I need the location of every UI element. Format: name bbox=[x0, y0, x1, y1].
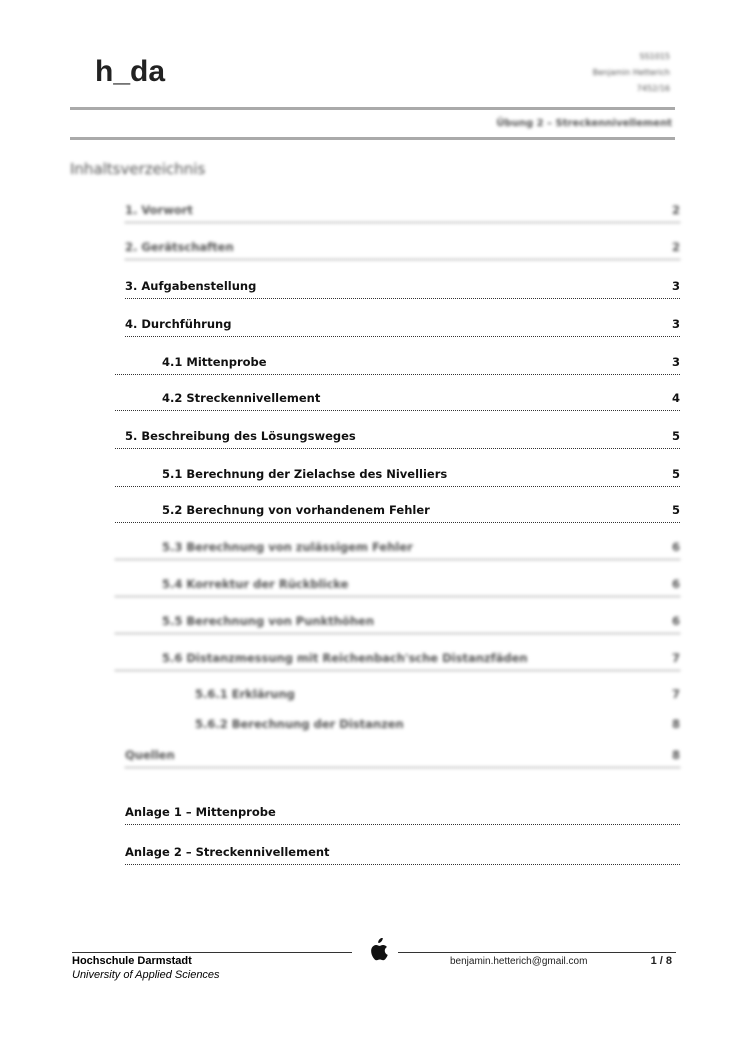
toc-entry-page: 5 bbox=[671, 429, 680, 443]
toc-entry-label: 5.4 Korrektur der Rückblicke bbox=[162, 577, 349, 591]
toc-entry-label: 4. Durchführung bbox=[125, 317, 232, 331]
toc-entry-label: 3. Aufgabenstellung bbox=[125, 279, 257, 293]
toc-entry[interactable] bbox=[115, 426, 680, 449]
appendix-entry[interactable] bbox=[125, 802, 680, 825]
footer-rule-left bbox=[72, 952, 352, 953]
toc-entry-page: 5 bbox=[671, 467, 680, 481]
appendix-entry[interactable] bbox=[125, 842, 680, 865]
footer-page-number: 1 / 8 bbox=[650, 955, 672, 967]
toc-entry[interactable] bbox=[115, 388, 680, 411]
header-rule-bottom bbox=[70, 137, 675, 140]
toc-entry[interactable] bbox=[115, 500, 680, 523]
toc-entry[interactable] bbox=[195, 714, 680, 736]
toc-entry-label: Quellen bbox=[125, 748, 175, 762]
toc-entry-label: 5.6.1 Erklärung bbox=[195, 687, 295, 701]
footer-rule-right bbox=[398, 952, 676, 953]
toc-entry-label: 4.1 Mittenprobe bbox=[162, 355, 267, 369]
toc-entry[interactable] bbox=[125, 314, 680, 337]
footer-school-name: Hochschule Darmstadt bbox=[72, 955, 192, 967]
toc-entry-page: 2 bbox=[671, 203, 680, 217]
toc-entry-page: 5 bbox=[671, 503, 680, 517]
footer-institution bbox=[72, 954, 220, 982]
header-meta-line: Benjamin Hetterich bbox=[592, 68, 670, 77]
toc-entry-label: 4.2 Streckennivellement bbox=[162, 391, 321, 405]
toc-entry[interactable] bbox=[115, 352, 680, 375]
toc-entry[interactable] bbox=[195, 684, 680, 706]
appendix-entry-label: Anlage 1 – Mittenprobe bbox=[125, 805, 276, 819]
header-rule-top bbox=[70, 107, 675, 110]
toc-entry-page: 6 bbox=[671, 540, 680, 554]
toc-entry-page: 8 bbox=[671, 717, 680, 731]
toc-entry[interactable] bbox=[125, 200, 680, 223]
toc-entry-label: 1. Vorwort bbox=[125, 203, 193, 217]
toc-heading: Inhaltsverzeichnis bbox=[70, 160, 206, 178]
toc-entry[interactable] bbox=[125, 237, 680, 260]
toc-entry[interactable] bbox=[115, 537, 680, 560]
toc-entry-label: 5.6 Distanzmessung mit Reichenbach'sche Distanzfäden bbox=[162, 651, 528, 665]
toc-entry-page: 6 bbox=[671, 577, 680, 591]
toc-entry-page: 2 bbox=[671, 240, 680, 254]
toc-entry-page: 3 bbox=[671, 355, 680, 369]
toc-entry-label: 5.3 Berechnung von zulässigem Fehler bbox=[162, 540, 413, 554]
document-subtitle: Übung 2 – Streckennivellement bbox=[496, 118, 672, 129]
hda-logo: h_da bbox=[95, 55, 166, 88]
toc-entry-label: 5.6.2 Berechnung der Distanzen bbox=[195, 717, 404, 731]
toc-entry-label: 5.5 Berechnung von Punkthöhen bbox=[162, 614, 375, 628]
toc-entry-page: 4 bbox=[671, 391, 680, 405]
toc-entry[interactable] bbox=[115, 574, 680, 597]
toc-entry[interactable] bbox=[115, 464, 680, 487]
toc-entry-label: 5.1 Berechnung der Zielachse des Nivelliers bbox=[162, 467, 448, 481]
footer-school-subtitle: University of Applied Sciences bbox=[72, 969, 220, 981]
appendix-entry-label: Anlage 2 – Streckennivellement bbox=[125, 845, 330, 859]
toc-entry-page: 3 bbox=[671, 279, 680, 293]
toc-entry[interactable] bbox=[115, 648, 680, 671]
footer-email[interactable]: benjamin.hetterich@gmail.com bbox=[450, 956, 588, 967]
header-meta-line: 7452/16 bbox=[636, 84, 670, 93]
header-meta-line: SS1015 bbox=[639, 52, 670, 61]
apple-icon bbox=[368, 938, 388, 962]
toc-entry-page: 6 bbox=[671, 614, 680, 628]
toc-entry-label: 5.2 Berechnung von vorhandenem Fehler bbox=[162, 503, 430, 517]
toc-entry-page: 7 bbox=[671, 651, 680, 665]
toc-entry[interactable] bbox=[115, 611, 680, 634]
toc-entry-label: 5. Beschreibung des Lösungsweges bbox=[125, 429, 356, 443]
toc-entry[interactable] bbox=[125, 745, 680, 768]
toc-entry-label: 2. Gerätschaften bbox=[125, 240, 234, 254]
toc-entry-page: 3 bbox=[671, 317, 680, 331]
toc-entry[interactable] bbox=[125, 276, 680, 299]
toc-entry-page: 7 bbox=[671, 687, 680, 701]
toc-entry-page: 8 bbox=[671, 748, 680, 762]
